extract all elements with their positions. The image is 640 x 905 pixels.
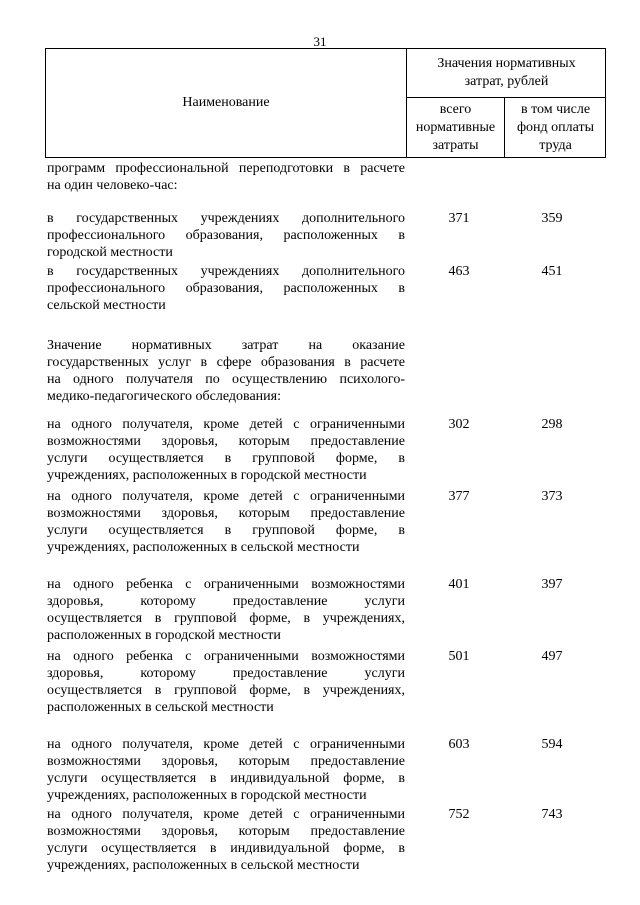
column-header-name: Наименование	[182, 95, 270, 110]
description-line: на одного ребенка с ограниченными возможностями	[47, 649, 405, 664]
wage-fund-value: 743	[541, 807, 563, 822]
wage-fund-value: 359	[541, 211, 563, 226]
description-line: профессионального образования, расположенных в	[47, 228, 405, 243]
total-cost-value: 752	[448, 807, 470, 822]
description-line: на одного ребенка с ограниченными возможностями	[47, 577, 405, 592]
description-line: расположенных в сельской местности	[47, 700, 274, 715]
description-line: возможностями здоровья, которым предоставление	[47, 754, 405, 769]
wage-fund-value: 373	[541, 489, 563, 504]
wage-fund-value: 397	[541, 577, 563, 592]
wage-fund-value: 594	[541, 737, 563, 752]
total-cost-value: 371	[448, 211, 470, 226]
wage-fund-value: 497	[541, 649, 563, 664]
row-description	[47, 488, 405, 556]
description-line: возможностями здоровья, которым предоставление	[47, 824, 405, 839]
values-title-line: Значения нормативных	[437, 56, 576, 71]
description-line: здоровья, которому предоставление услуги	[47, 666, 405, 681]
description-line: государственных услуг в сфере образования в расчете	[47, 355, 405, 370]
total-header-line: нормативные	[415, 120, 496, 135]
row-description	[47, 263, 405, 314]
description-line: учреждениях, расположенных в городской местности	[47, 788, 367, 803]
description-line: программ профессиональной переподготовки в расчете	[47, 161, 405, 176]
column-header-total	[407, 101, 504, 155]
wage-fund-value: 451	[541, 264, 563, 279]
description-line: учреждениях, расположенных в сельской местности	[47, 858, 360, 873]
description-line: возможностями здоровья, которым предоставление	[47, 506, 405, 521]
row-description	[47, 648, 405, 716]
wage-fund-value: 298	[541, 417, 563, 432]
description-line: Значение нормативных затрат на оказание	[47, 338, 405, 353]
description-line: услуги осуществляется в групповой форме, в	[47, 523, 405, 538]
description-line: здоровья, которому предоставление услуги	[47, 594, 405, 609]
total-cost-value: 463	[448, 264, 470, 279]
description-line: в государственных учреждениях дополнительного	[47, 211, 405, 226]
total-cost-value: 401	[448, 577, 470, 592]
description-line: на один человеко-час:	[47, 178, 178, 193]
description-line: на одного получателя, кроме детей с ограниченными	[47, 489, 405, 504]
total-cost-value: 377	[448, 489, 470, 504]
row-description	[47, 210, 405, 261]
description-line: городской местности	[47, 245, 173, 260]
values-title-line: затрат, рублей	[464, 74, 549, 89]
description-line: на одного получателя, кроме детей с ограниченными	[47, 807, 405, 822]
description-line: на одного получателя, кроме детей с ограниченными	[47, 417, 405, 432]
column-header-values	[407, 55, 606, 91]
description-line: учреждениях, расположенных в городской местности	[47, 468, 367, 483]
row-description	[47, 160, 405, 194]
row-description	[47, 576, 405, 644]
wage-header-line: в том числе	[520, 102, 591, 117]
description-line: учреждениях, расположенных в сельской местности	[47, 540, 360, 555]
row-description	[47, 416, 405, 484]
description-line: на одного получателя по осуществлению психолого-	[47, 372, 405, 387]
table-header	[45, 48, 606, 158]
wage-header-line: труда	[539, 138, 572, 153]
description-line: сельской местности	[47, 298, 166, 313]
description-line: услуги осуществляется в индивидуальной форме, в	[47, 841, 405, 856]
description-line: осуществляется в групповой форме, в учреждениях,	[47, 683, 405, 698]
row-description	[47, 736, 405, 804]
total-cost-value: 302	[448, 417, 470, 432]
description-line: расположенных в городской местности	[47, 628, 281, 643]
total-header-line: затраты	[432, 138, 479, 153]
row-description	[47, 337, 405, 405]
column-header-wage	[505, 101, 606, 155]
header-hline	[406, 97, 605, 98]
description-line: в государственных учреждениях дополнительного	[47, 264, 405, 279]
description-line: осуществляется в групповой форме, в учреждениях,	[47, 611, 405, 626]
description-line: услуги осуществляется в индивидуальной форме, в	[47, 771, 405, 786]
description-line: медико-педагогического обследования:	[47, 389, 281, 404]
description-line: возможностями здоровья, которым предоставление	[47, 434, 405, 449]
description-line: услуги осуществляется в групповой форме, в	[47, 451, 405, 466]
row-description	[47, 806, 405, 874]
total-cost-value: 603	[448, 737, 470, 752]
description-line: профессионального образования, расположенных в	[47, 281, 405, 296]
total-cost-value: 501	[448, 649, 470, 664]
page-number: 31	[313, 34, 327, 49]
wage-header-line: фонд оплаты	[516, 120, 595, 135]
total-header-line: всего	[439, 102, 472, 117]
description-line: на одного получателя, кроме детей с ограниченными	[47, 737, 405, 752]
